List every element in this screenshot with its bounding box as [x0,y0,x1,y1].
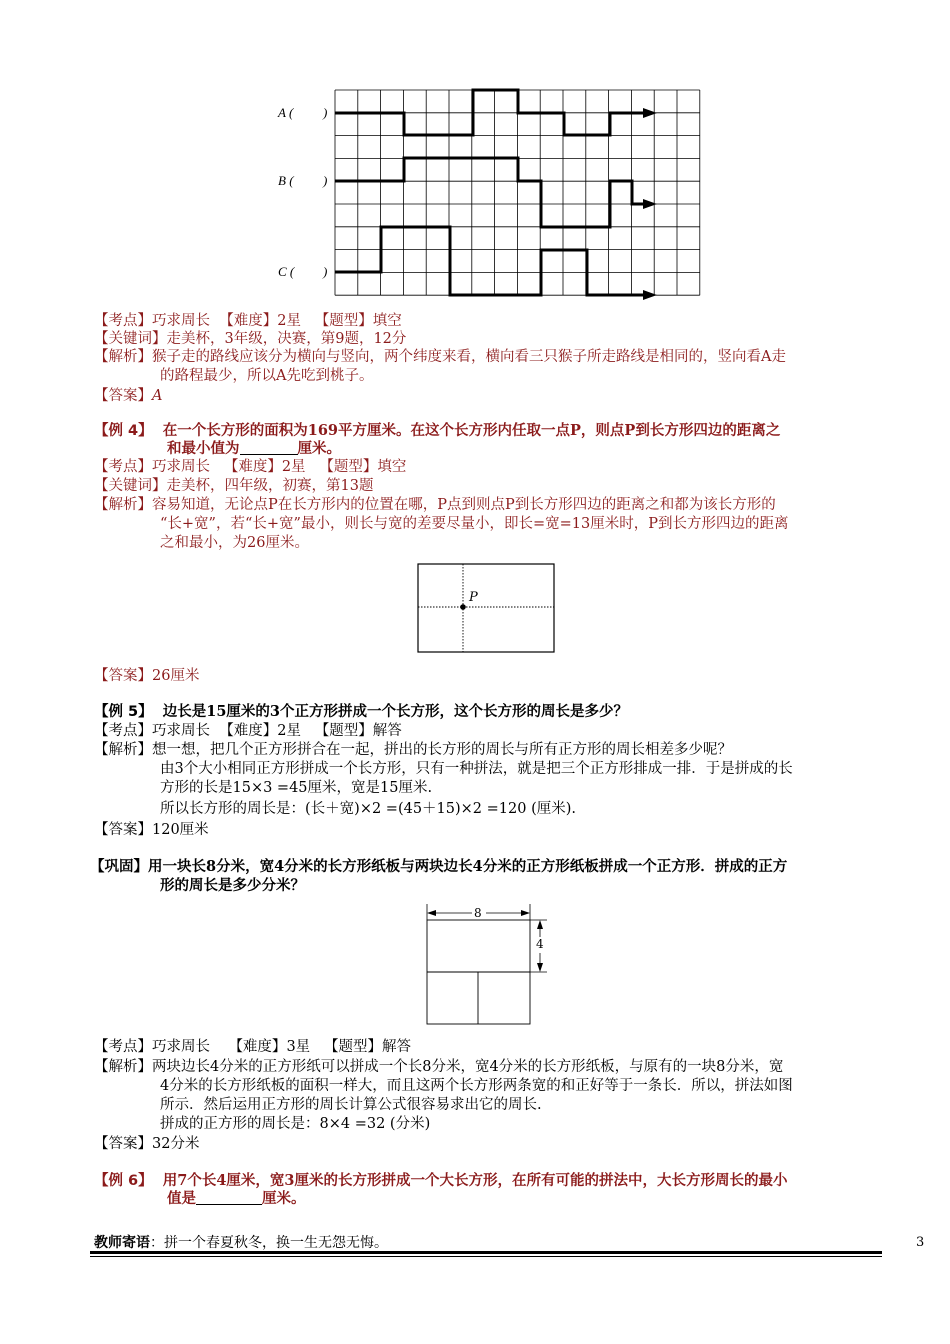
row-label-c-close: ) [323,264,328,279]
ex4-analysis-2: “长+宽”，若“长+宽”最小，则长与宽的差要尽量小，即长=宽=13厘米时，P到长方形四边的距离 [160,516,789,532]
arrow-b [643,199,657,209]
ex4-analysis-1: 【解析】容易知道，无论点P在长方形内的位置在哪，P点到则点P到长方形四边的距离之和都为该长方形的 [94,497,776,513]
gonggu-analysis-4: 拼成的正方形的周长是：8×4 =32 (分米) [160,1116,431,1132]
ex5-analysis-2: 由3个大小相同正方形拼成一个长方形，只有一种拼法，就是把三个正方形排成一排．于是拼成的长 [160,761,793,777]
gonggu-analysis-1: 【解析】两块边长4分米的正方形纸可以拼成一个长8分米，宽4分米的长方形纸板，与原有的一块8分米，宽 [94,1059,784,1075]
row-label-a: A ( [278,105,294,120]
ex5-analysis-1: 【解析】想一想，把几个正方形拼合在一起，拼出的长方形的周长与所有正方形的周长相差多少呢？ [94,742,732,758]
footer-rule-thick [90,1251,882,1254]
footer-rule-thin [90,1256,882,1257]
dim-label-8: 8 [474,906,482,920]
ex3-analysis-1: 【解析】猴子走的路线应该分为横向与竖向，两个纬度来看，横向看三只猴子所走路线是相同的，竖向看A走 [94,349,786,365]
ex4-question-1: 【例 4】 在一个长方形的面积为169平方厘米。在这个长方形内任取一点P，则点P到长方形四边的距离之 [94,422,781,439]
point-p-label: P [469,590,478,605]
path-c [335,227,645,295]
ex5-analysis-3: 方形的长是15×3 =45厘米，宽是15厘米. [160,780,433,796]
ex3-meta-line: 【考点】巧求周长 【难度】2星 【题型】填空 [94,313,402,329]
arrow-a [643,108,657,118]
ex3-answer: 【答案】A [94,388,163,404]
gonggu-analysis-2: 4分米的长方形纸板的面积一样大，而且这两个长方形两条宽的和正好等于一条长．所以，拼法如图 [160,1078,793,1094]
ex3-keywords: 【关键词】走美杯，3年级，决赛，第9题，12分 [94,331,407,347]
ex4-answer: 【答案】26厘米 [94,668,200,684]
row-label-c: C ( [278,264,295,279]
ex4-question-2: 和最小值为 厘米。 [167,440,341,457]
gonggu-question-2: 形的周长是多少分米？ [160,877,305,894]
ex5-question: 【例 5】 边长是15厘米的3个正方形拼成一个长方形，这个长方形的周长是多少？ [94,703,629,720]
square-composition-figure [420,902,550,1030]
row-label-b-close: ) [323,173,328,188]
dim-label-4: 4 [536,937,544,951]
gonggu-meta-line: 【考点】巧求周长 【难度】3星 【题型】解答 [94,1039,411,1055]
ex4-keywords: 【关键词】走美杯，四年级，初赛，第13题 [94,478,374,494]
gonggu-question-1: 【巩固】用一块长8分米，宽4分米的长方形纸板与两块边长4分米的正方形纸板拼成一个正方形．拼成的正方 [90,858,788,875]
row-label-a-close: ) [323,105,328,120]
monkey-path-grid-figure [0,0,950,310]
ex4-analysis-3: 之和最小，为26厘米。 [160,535,309,551]
ex3-analysis-2: 的路程最少，所以A先吃到桃子。 [160,368,374,384]
footer-motto: 教师寄语：拼一个春夏秋冬，换一生无怨无悔。 [94,1235,388,1251]
ex5-answer: 【答案】120厘米 [94,822,209,838]
rectangle-point-p-figure [416,562,558,654]
ex5-meta-line: 【考点】巧求周长 【难度】2星 【题型】解答 [94,723,402,739]
gonggu-answer: 【答案】32分米 [94,1136,200,1152]
gonggu-analysis-3: 所示．然后运用正方形的周长计算公式很容易求出它的周长. [160,1097,542,1113]
row-label-b: B ( [278,173,294,188]
path-b [335,158,645,227]
ex6-question-2: 值是 厘米。 [167,1190,306,1207]
page-number: 3 [916,1235,925,1250]
ex4-meta-line: 【考点】巧求周长 【难度】2星 【题型】填空 [94,459,407,475]
ex5-analysis-4: 所以长方形的周长是：(长＋宽)×2 =(45＋15)×2 =120 (厘米). [160,801,577,817]
arrow-c [643,290,657,300]
ex6-question-1: 【例 6】 用7个长4厘米，宽3厘米的长方形拼成一个大长方形，在所有可能的拼法中，大长方形周长的最小 [94,1172,788,1189]
